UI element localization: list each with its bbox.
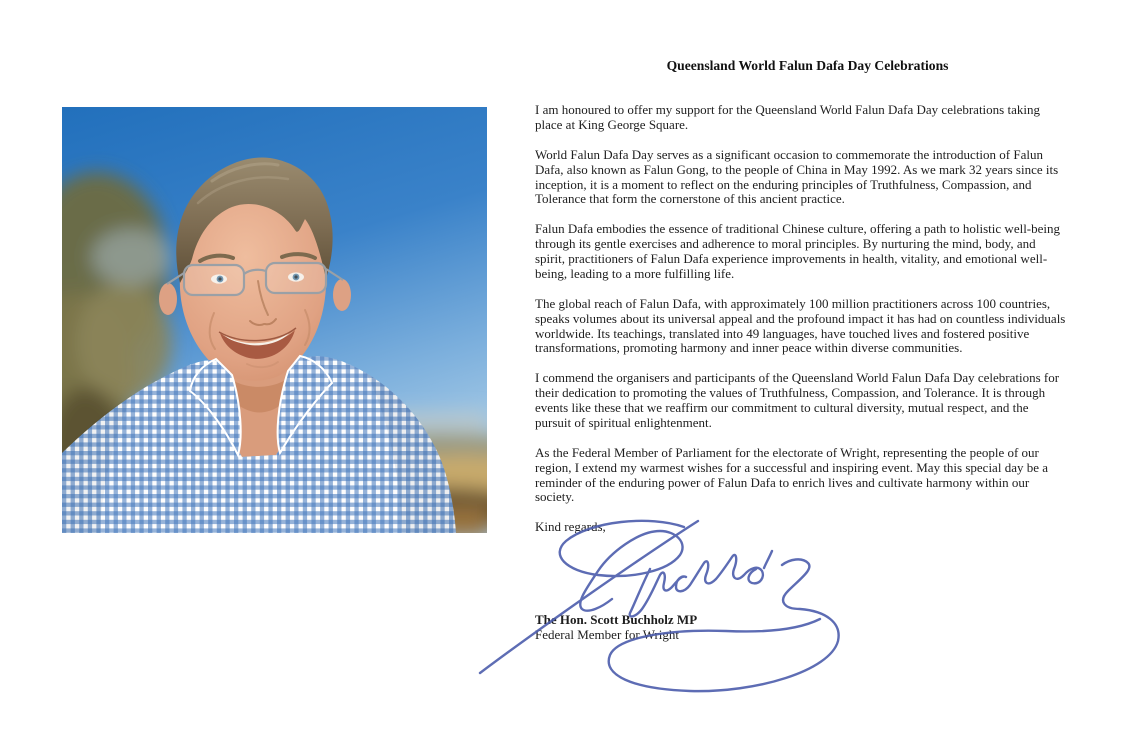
letter-paragraph-3: Falun Dafa embodies the essence of traditional Chinese culture, offering a path to holistic well-being through its gentle exercises and adherence to moral principles. By nurturing the mind, body, and spirit, practitioners of Falun Dafa experience improvements in health, vitality, and emotional well- being, leading to a more fulfilling life. xyxy=(535,221,1061,281)
letter-title: Queensland World Falun Dafa Day Celebrations xyxy=(666,58,949,73)
letter-paragraph-4: The global reach of Falun Dafa, with approximately 100 million practitioners across 100 countries, speaks volumes about its universal appeal and the profound impact it has had on countless individuals worldwide. Its teachings, translated into 49 languages, have touched lives and fostered positive transformations, promoting harmony and inner peace within diverse communities. xyxy=(535,295,1066,356)
closing-salutation: Kind regards, xyxy=(535,519,606,535)
letter-paragraph-5: I commend the organisers and participants of the Queensland World Falun Dafa Day celebrations for their dedication to promoting the values of Truthfulness, Compassion, and Tolerance. It is through events like these that we reaffirm our commitment to cultural diversity, mutual respect, and the pursuit of spiritual enlightenment. xyxy=(535,370,1060,430)
left-ear xyxy=(159,283,177,315)
letter-body xyxy=(535,58,1129,643)
portrait-photo xyxy=(62,107,487,533)
right-ear xyxy=(333,279,351,311)
letter-paragraph-2: World Falun Dafa Day serves as a significant occasion to commemorate the introduction of Falun Dafa, also known as Falun Gong, to the people of China in May 1992. As we mark 32 years since its inception, it is a moment to reflect on the enduring principles of Truthfulness, Compassion, and Tolerance that form the cornerstone of this ancient practice. xyxy=(535,146,1059,207)
portrait-illustration xyxy=(62,107,487,533)
signatory-title: Federal Member for Wright xyxy=(535,627,679,643)
letter-paragraph-1: I am honoured to offer my support for the Queensland World Falun Dafa Day celebrations taking place at King George Square. xyxy=(535,102,1040,132)
letter-paragraph-6: As the Federal Member of Parliament for the electorate of Wright, representing the people of our region, I extend my warmest wishes for a successful and inspiring event. May this special day be a reminder of the enduring power of Falun Dafa to enrich lives and cultivate harmony within our society. xyxy=(535,444,1048,505)
signatory-name: The Hon. Scott Buchholz MP xyxy=(535,612,698,628)
signature-block xyxy=(535,613,1129,643)
